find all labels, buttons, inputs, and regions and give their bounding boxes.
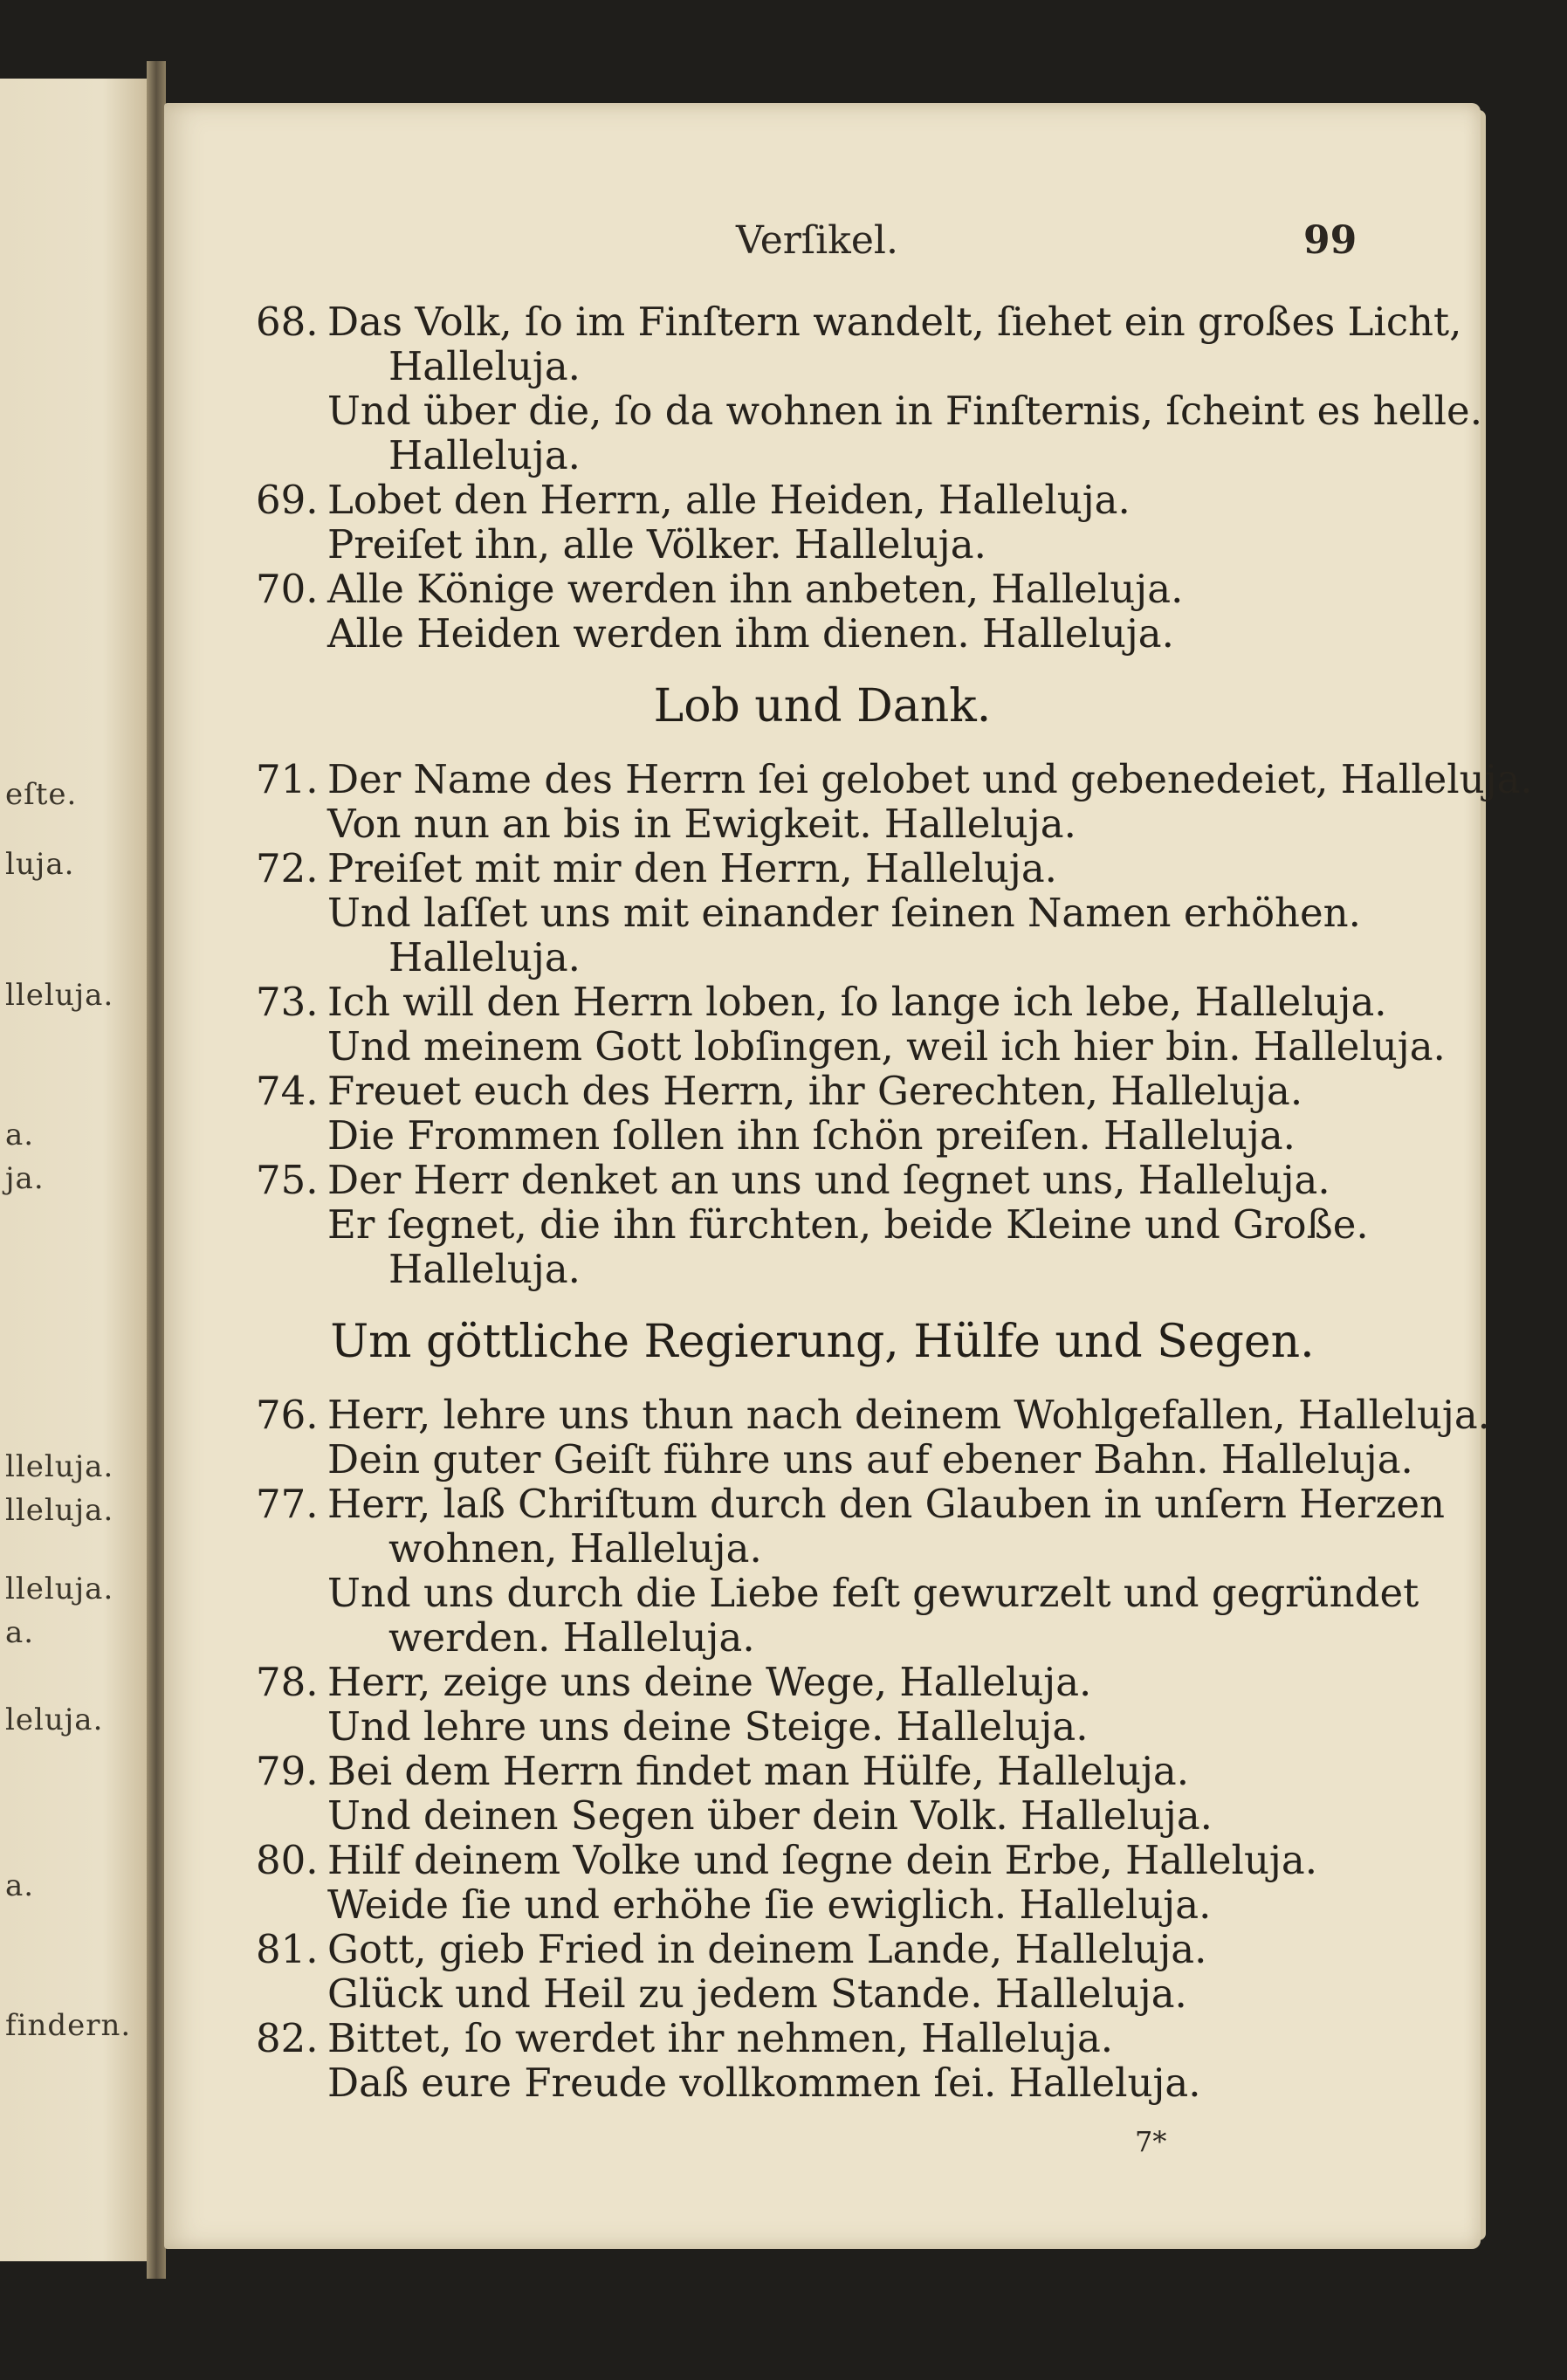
left-page-fragment: a. <box>5 1615 35 1650</box>
verse-text: Von nun an bis in Ewigkeit. Halleluja. <box>327 801 1076 847</box>
verse-line <box>256 388 1482 434</box>
left-page-fragment: leluja. <box>5 1702 104 1737</box>
verse-line <box>256 344 1360 389</box>
verse-line <box>256 1201 1369 1248</box>
verse <box>256 1660 1360 1749</box>
verse-text: Hilf deinem Volke und ſegne dein Erbe, Halleluja. <box>327 1837 1318 1883</box>
verse-text: Herr, laß Chriſtum durch den Glauben in unſern Herzen <box>327 1481 1445 1527</box>
verse-line <box>256 299 1462 345</box>
verse-number: 80. <box>256 1837 319 1883</box>
verse-text: Der Herr denket an uns und ſegnet uns, Halleluja. <box>327 1157 1330 1203</box>
verse <box>256 1392 1490 1482</box>
verse-line <box>256 1526 1360 1571</box>
page-number: 99 <box>1303 218 1357 263</box>
verse-line <box>256 1793 1360 1838</box>
verse <box>256 756 1533 847</box>
verse-text: Herr, zeige uns deine Wege, Halleluja. <box>327 1659 1092 1705</box>
verse-number: 72. <box>256 845 319 891</box>
left-page-fragment: lleluja. <box>5 1572 114 1606</box>
left-page-fragment: a. <box>5 1118 35 1152</box>
verse <box>256 478 1360 567</box>
verse-line <box>256 1392 1490 1438</box>
running-title: Verſikel. <box>736 218 898 263</box>
verse-line <box>256 1660 1360 1704</box>
verse-text: Er ſegnet, die ihn fürchten, beide Kleine und Große. <box>327 1201 1369 1248</box>
left-page-fragment: luja. <box>5 847 75 882</box>
verse-line <box>256 1481 1445 1527</box>
verse-number: 77. <box>256 1481 319 1527</box>
verse-line <box>256 1838 1360 1882</box>
verse-text: Und meinem Gott lobſingen, weil ich hier bin. Halleluja. <box>327 1023 1446 1070</box>
verse-number: 81. <box>256 1926 319 1972</box>
verse-number: 78. <box>256 1659 319 1705</box>
left-page-fragment: a. <box>5 1868 35 1903</box>
verse-line <box>256 801 1360 846</box>
verse-line <box>256 979 1387 1025</box>
verse-line <box>256 567 1360 611</box>
verse-text: Bittet, ſo werdet ihr nehmen, Halleluja. <box>327 2015 1114 2061</box>
verse-line <box>256 478 1360 522</box>
verse-line <box>256 1704 1360 1749</box>
verse-line <box>256 2016 1360 2060</box>
verse-text: Dein guter Geiſt führe uns auf ebener Bahn. Halleluja. <box>327 1436 1413 1482</box>
verse-text: Und deinen Segen über dein Volk. Halleluja. <box>327 1792 1213 1839</box>
page-content <box>164 299 1533 2106</box>
page-header <box>164 218 1481 271</box>
verse-text: Bei dem Herrn findet man Hülfe, Halleluja. <box>327 1748 1190 1794</box>
verse-number: 70. <box>256 566 319 612</box>
verse-line <box>256 1158 1360 1202</box>
verse-text: Ich will den Herrn loben, ſo lange ich lebe, Halleluja. <box>327 979 1387 1025</box>
verse-text: Und uns durch die Liebe feſt gewurzelt und gegründet <box>327 1570 1419 1616</box>
verse-line <box>256 1570 1419 1616</box>
verse-number: 68. <box>256 299 319 345</box>
verse-line <box>256 756 1533 802</box>
verse-text: Herr, lehre uns thun nach deinem Wohlgefallen, Halleluja. <box>327 1392 1490 1438</box>
verse-number: 75. <box>256 1157 319 1203</box>
right-page <box>164 103 1533 2249</box>
left-page-fragment: lleluja. <box>5 1493 114 1528</box>
verse <box>256 1157 1369 1292</box>
verse-line <box>256 846 1360 891</box>
verse-text: Preiſet ihn, alle Völker. Halleluja. <box>327 521 986 567</box>
verse-text: werden. Halleluja. <box>388 1614 755 1661</box>
left-page-fragment: eſte. <box>5 777 78 812</box>
verse-number: 71. <box>256 756 319 802</box>
verse-number: 82. <box>256 2015 319 2061</box>
verse <box>256 2016 1360 2105</box>
verse <box>256 1749 1360 1838</box>
verse-text: wohnen, Halleluja. <box>388 1525 762 1572</box>
verse-line <box>256 1069 1360 1113</box>
verse-text: Preiſet mit mir den Herrn, Halleluja. <box>327 845 1057 891</box>
verse-text: Halleluja. <box>388 343 581 389</box>
verse-text: Alle Könige werden ihn anbeten, Halleluja. <box>327 566 1184 612</box>
verse-text: Und laſſet uns mit einander ſeinen Namen erhöhen. <box>327 890 1361 936</box>
verse-text: Alle Heiden werden ihm dienen. Halleluja. <box>327 610 1174 657</box>
verse <box>256 1069 1360 1158</box>
verse-text: Das Volk, ſo im Finſtern wandelt, ſiehet ein großes Licht, <box>327 299 1462 345</box>
verse-text: Der Name des Herrn ſei gelobet und gebenedeiet, Halleluja. <box>327 756 1533 802</box>
verse-line <box>256 1023 1446 1070</box>
verse-number: 79. <box>256 1748 319 1794</box>
verse-text: Freuet euch des Herrn, ihr Gerechten, Halleluja. <box>327 1068 1303 1114</box>
verse-line <box>256 433 1360 478</box>
verse-line <box>256 1882 1360 1927</box>
verse-text: Und über die, ſo da wohnen in Finſternis, ſcheint es helle. <box>327 388 1482 434</box>
book-gutter <box>147 61 166 2279</box>
verse-text: Halleluja. <box>388 1246 581 1292</box>
section-heading: Lob und Dank. <box>653 680 992 733</box>
left-page-fragment: ja. <box>5 1161 45 1196</box>
verse-text: Glück und Heil zu jedem Stande. Halleluja. <box>327 1971 1187 2017</box>
left-page-fragment: findern. <box>5 2008 132 2043</box>
verse-text: Weide ſie und erhöhe ſie ewiglich. Halleluja. <box>327 1881 1212 1928</box>
verse-line <box>256 1113 1360 1158</box>
verse <box>256 979 1446 1070</box>
verse-number: 73. <box>256 979 319 1025</box>
verse-line <box>256 1436 1413 1482</box>
left-page-fragment: lleluja. <box>5 978 114 1013</box>
verse-text: Die Frommen ſollen ihn ſchön preiſen. Halleluja. <box>327 1112 1296 1159</box>
verse-line <box>256 1247 1360 1291</box>
verse <box>256 1481 1445 1661</box>
signature-mark: 7* <box>1135 2125 1167 2158</box>
verse-line <box>256 1615 1360 1660</box>
left-page-fragment: lleluja. <box>5 1449 114 1484</box>
verse-line <box>256 935 1360 980</box>
verse-number: 69. <box>256 477 319 523</box>
verse-line <box>256 611 1360 656</box>
verse <box>256 567 1360 656</box>
verse-line <box>256 1749 1360 1793</box>
verse-number: 76. <box>256 1392 319 1438</box>
verse-number: 74. <box>256 1068 319 1114</box>
verse-text: Halleluja. <box>388 934 581 980</box>
verse-text: Lobet den Herrn, alle Heiden, Halleluja. <box>327 477 1131 523</box>
verse-line <box>256 2060 1360 2105</box>
verse-text: Halleluja. <box>388 432 581 478</box>
verse <box>256 1838 1360 1927</box>
verse <box>256 846 1360 980</box>
verse-text: Daß eure Freude vollkommen ſei. Halleluja. <box>327 2060 1201 2106</box>
verse <box>256 1927 1360 2016</box>
verse-text: Und lehre uns deine Steige. Halleluja. <box>327 1703 1089 1750</box>
verse <box>256 299 1482 478</box>
verse-line <box>256 522 1360 567</box>
verse-line <box>256 891 1360 935</box>
verse-line <box>256 1971 1360 2016</box>
verse-text: Gott, gieb Fried in deinem Lande, Halleluja. <box>327 1926 1207 1972</box>
section-heading: Um göttliche Regierung, Hülfe und Segen. <box>330 1316 1315 1368</box>
verse-line <box>256 1927 1360 1971</box>
left-facing-page <box>0 79 147 2261</box>
